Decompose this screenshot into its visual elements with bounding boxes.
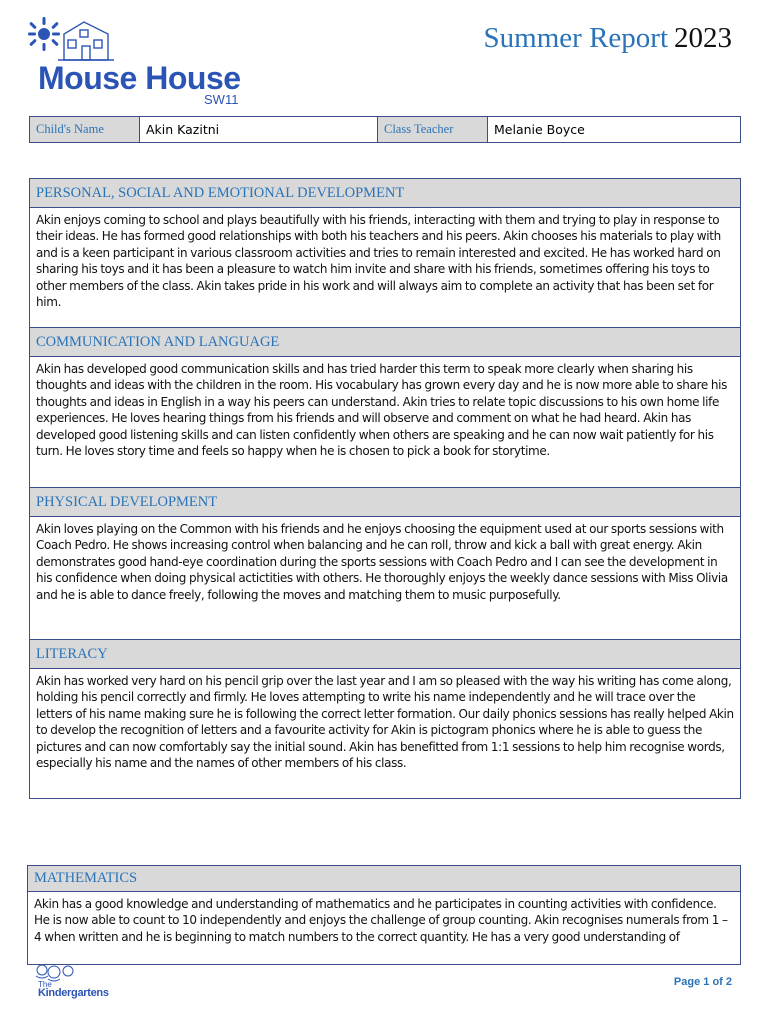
section-body: Akin has worked very hard on his pencil grip over the last year and I am so pleased with the way his writing has come along, holding his pencil correctly and firmly. He loves attempting to write his name independently and he will trace over the letters of his name making sure he is following the correct letter formation. Our daily phonics sessions has really helped Akin to develop the recognition of letters and a favourite activity for Akin is pictogram phonics where he is able to guess the pictures and can now comfortably say the initial sound. Akin has benefitted from 1:1 sessions to help him recognise words, especially his name and the names of other members of his class. bbox=[36, 674, 734, 771]
footer-logo-text: Kindergartens bbox=[38, 987, 109, 999]
info-table bbox=[29, 116, 741, 143]
page-number: Page 1 of 2 bbox=[673, 976, 732, 988]
section-heading: PHYSICAL DEVELOPMENT bbox=[30, 488, 740, 517]
logo-subtitle: SW11 bbox=[204, 92, 239, 107]
mathematics-box bbox=[27, 865, 741, 965]
footer-logo-small: The bbox=[38, 980, 52, 989]
mouse-house-logo bbox=[28, 16, 268, 108]
section-heading: PERSONAL, SOCIAL AND EMOTIONAL DEVELOPMENT bbox=[30, 179, 740, 208]
section-heading: LITERACY bbox=[30, 640, 740, 669]
section-heading: COMMUNICATION AND LANGUAGE bbox=[30, 328, 740, 357]
section-body: Akin enjoys coming to school and plays beautifully with his friends, interacting with them and trying to play in response to their ideas. He has formed good relationships with both his teachers and his peers. Akin chooses his materials to play with and is a keen participant in various classroom activities and tries to remain interested and excited. He has worked hard on sharing his toys and it has been a pleasure to watch him invite and share with his friends, sometimes offering his toys to other members of the class. Akin takes pride in his work and will always aim to complete an activity that has been set for him. bbox=[36, 213, 721, 310]
section-literacy bbox=[30, 639, 740, 798]
report-title bbox=[484, 22, 732, 55]
section-physical bbox=[30, 487, 740, 639]
class-teacher-value: Melanie Boyce bbox=[494, 122, 585, 137]
section-personal-social bbox=[30, 179, 740, 327]
section-communication bbox=[30, 327, 740, 487]
section-heading: MATHEMATICS bbox=[28, 866, 740, 892]
logo-graphic-icon bbox=[28, 16, 118, 62]
section-body: Akin has a good knowledge and understanding of mathematics and he participates in counting activities with confidence. He is now able to count to 10 independently and enjoys the challenge of group counting. Akin recognises numerals from 1 – 4 when written and he is beginning to match numbers to the correct quantity. He has a very good understanding of bbox=[34, 897, 728, 944]
class-teacher-label: Class Teacher bbox=[378, 117, 488, 142]
section-mathematics bbox=[28, 866, 740, 945]
logo-title: Mouse House bbox=[38, 60, 241, 96]
kindergartens-logo bbox=[32, 962, 132, 1004]
report-sections-box bbox=[29, 178, 741, 799]
report-title-text: Summer Report bbox=[483, 22, 668, 54]
child-name-value: Akin Kazitni bbox=[140, 117, 378, 142]
section-body: Akin loves playing on the Common with his friends and he enjoys choosing the equipment used at our sports sessions with Coach Pedro. He shows increasing control when balancing and he can roll, throw and kick a ball with great energy. Akin demonstrates good hand-eye coordination during the sports sessions with Coach Pedro and I can see the development in his confidence when doing physical actictities with others. He thoroughly enjoys the weekly dance sessions with Miss Olivia and he is able to dance freely, following the moves and matching them to music purposefully. bbox=[36, 522, 728, 602]
child-name-label: Child's Name bbox=[30, 117, 140, 142]
section-body: Akin has developed good communication skills and has tried harder this term to speak more clearly when sharing his thoughts and ideas with the children in the room. His vocabulary has grown every day and he is now more able to share his thoughts and ideas in English in a way his peers can understand. Akin tries to relate topic discussions to his own home life experiences. He loves hearing things from his friends and will observe and comment on what he had heard. Akin has developed good listening skills and can listen confidently when others are speaking and he can now wait patiently for his turn. He loves story time and feels so happy when he is chosen to pick a book for storytime. bbox=[36, 362, 727, 459]
report-year: 2023 bbox=[674, 22, 732, 54]
